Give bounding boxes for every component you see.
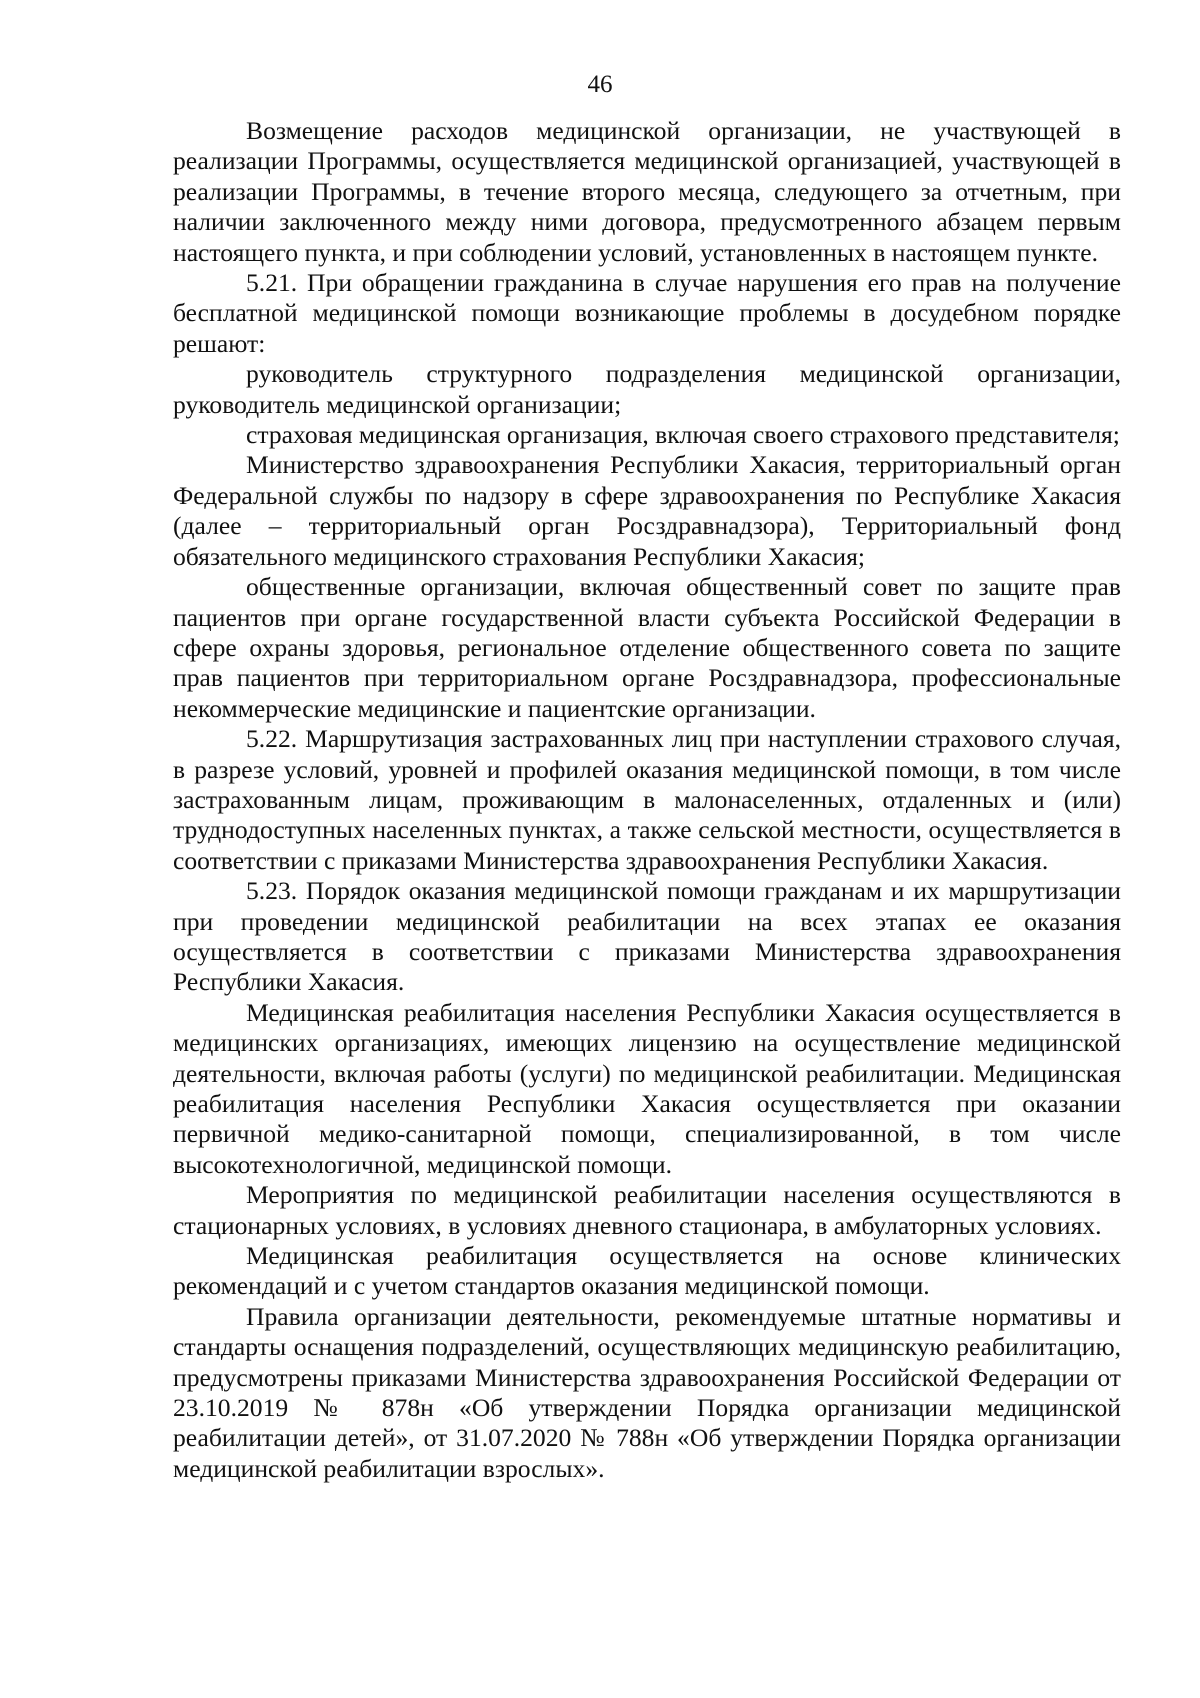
paragraph-5-23: 5.23. Порядок оказания медицинской помощи гражданам и их маршрутизации при проведении медицинской реабилитации на всех этапах ее оказания осуществляется в соответствии с приказами Министерства здравоохранения Республики Хакасия. bbox=[173, 876, 1121, 997]
document-body bbox=[173, 116, 1121, 1484]
paragraph-rehab-conditions: Мероприятия по медицинской реабилитации населения осуществляются в стационарных условиях, в условиях дневного стационара, в амбулаторных условиях. bbox=[173, 1180, 1121, 1240]
paragraph-list-item-public-orgs: общественные организации, включая общественный совет по защите прав пациентов при органе государственной власти субъекта Российской Федерации в сфере охраны здоровья, региональное отделение общественного совета по защите прав пациентов при территориальном органе Росздравнадзора, профессиональные некоммерческие медицинские и пациентские организации. bbox=[173, 572, 1121, 723]
paragraph-5-22: 5.22. Маршрутизация застрахованных лиц при наступлении страхового случая, в разрезе условий, уровней и профилей оказания медицинской помощи, в том числе застрахованным лицам, проживающим в малонаселенных, отдаленных и (или) труднодоступных населенных пунктах, а также сельской местности, осуществляется в соответствии с приказами Министерства здравоохранения Республики Хакасия. bbox=[173, 724, 1121, 875]
page-number: 46 bbox=[587, 71, 613, 98]
paragraph-rehab-organizations: Медицинская реабилитация населения Республики Хакасия осуществляется в медицинских организациях, имеющих лицензию на осуществление медицинской деятельности, включая работы (услуги) по медицинской реабилитации. Медицинская реабилитация населения Республики Хакасия осуществляется при оказании первичной медико-санитарной помощи, специализированной, в том числе высокотехнологичной, медицинской помощи. bbox=[173, 997, 1121, 1179]
paragraph-rehab-guidelines: Медицинская реабилитация осуществляется на основе клинических рекомендаций и с учетом стандартов оказания медицинской помощи. bbox=[173, 1241, 1121, 1301]
paragraph-reimbursement: Возмещение расходов медицинской организации, не участвующей в реализации Программы, осуществляется медицинской организацией, участвующей в реализации Программы, в течение второго месяца, следующего за отчетным, при наличии заключенного между ними договора, предусмотренного абзацем первым настоящего пункта, и при соблюдении условий, установленных в настоящем пункте. bbox=[173, 116, 1121, 267]
paragraph-5-21: 5.21. При обращении гражданина в случае нарушения его прав на получение бесплатной медицинской помощи возникающие проблемы в досудебном порядке решают: bbox=[173, 268, 1121, 358]
paragraph-list-item-unit-head: руководитель структурного подразделения медицинской организации, руководитель медицинской организации; bbox=[173, 359, 1121, 419]
paragraph-list-item-insurer: страховая медицинская организация, включая своего страхового представителя; bbox=[246, 420, 1120, 450]
paragraph-list-item-ministry: Министерство здравоохранения Республики Хакасия, территориальный орган Федеральной службы по надзору в сфере здравоохранения по Республике Хакасия (далее – территориальный орган Росздравнадзора), Территориальный фонд обязательного медицинского страхования Республики Хакасия; bbox=[173, 450, 1121, 571]
paragraph-rehab-rules: Правила организации деятельности, рекомендуемые штатные нормативы и стандарты оснащения подразделений, осуществляющих медицинскую реабилитацию, предусмотрены приказами Министерства здравоохранения Российской Федерации от 23.10.2019 № 878н «Об утверждении Порядка организации медицинской реабилитации детей», от 31.07.2020 № 788н «Об утверждении Порядка организации медицинской реабилитации взрослых». bbox=[173, 1301, 1121, 1483]
